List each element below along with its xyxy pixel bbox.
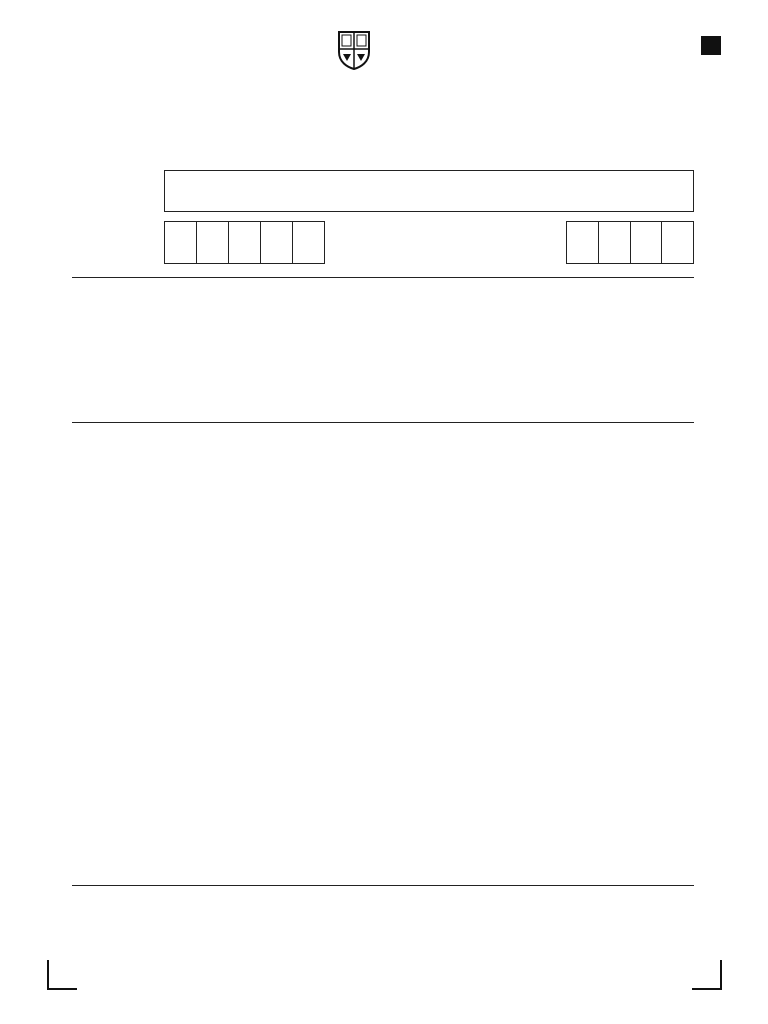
divider: [72, 277, 694, 278]
candidate-number-field[interactable]: [566, 221, 694, 264]
centre-number-cell[interactable]: [260, 222, 292, 263]
cambridge-crest-icon: [337, 30, 371, 70]
centre-number-cell[interactable]: [228, 222, 260, 263]
candidate-name-field[interactable]: [164, 170, 694, 212]
centre-number-field[interactable]: [164, 221, 325, 264]
side-barcode-image: [40, 270, 62, 410]
centre-number-cell[interactable]: [292, 222, 324, 263]
centre-number-cell[interactable]: [196, 222, 228, 263]
candidate-number-cell[interactable]: [598, 222, 630, 263]
qr-code-image: [34, 207, 62, 235]
candidate-number-cell[interactable]: [567, 222, 598, 263]
divider: [72, 885, 694, 886]
candidate-number-cell[interactable]: [630, 222, 662, 263]
side-barcode-number: [25, 272, 35, 412]
corner-mark-bottom-left: [47, 960, 77, 990]
registration-mark: [701, 36, 721, 55]
candidate-number-cell[interactable]: [661, 222, 693, 263]
divider: [72, 422, 694, 423]
barcode-image: [45, 36, 320, 71]
corner-mark-bottom-right: [692, 960, 722, 990]
centre-number-cell[interactable]: [165, 222, 196, 263]
